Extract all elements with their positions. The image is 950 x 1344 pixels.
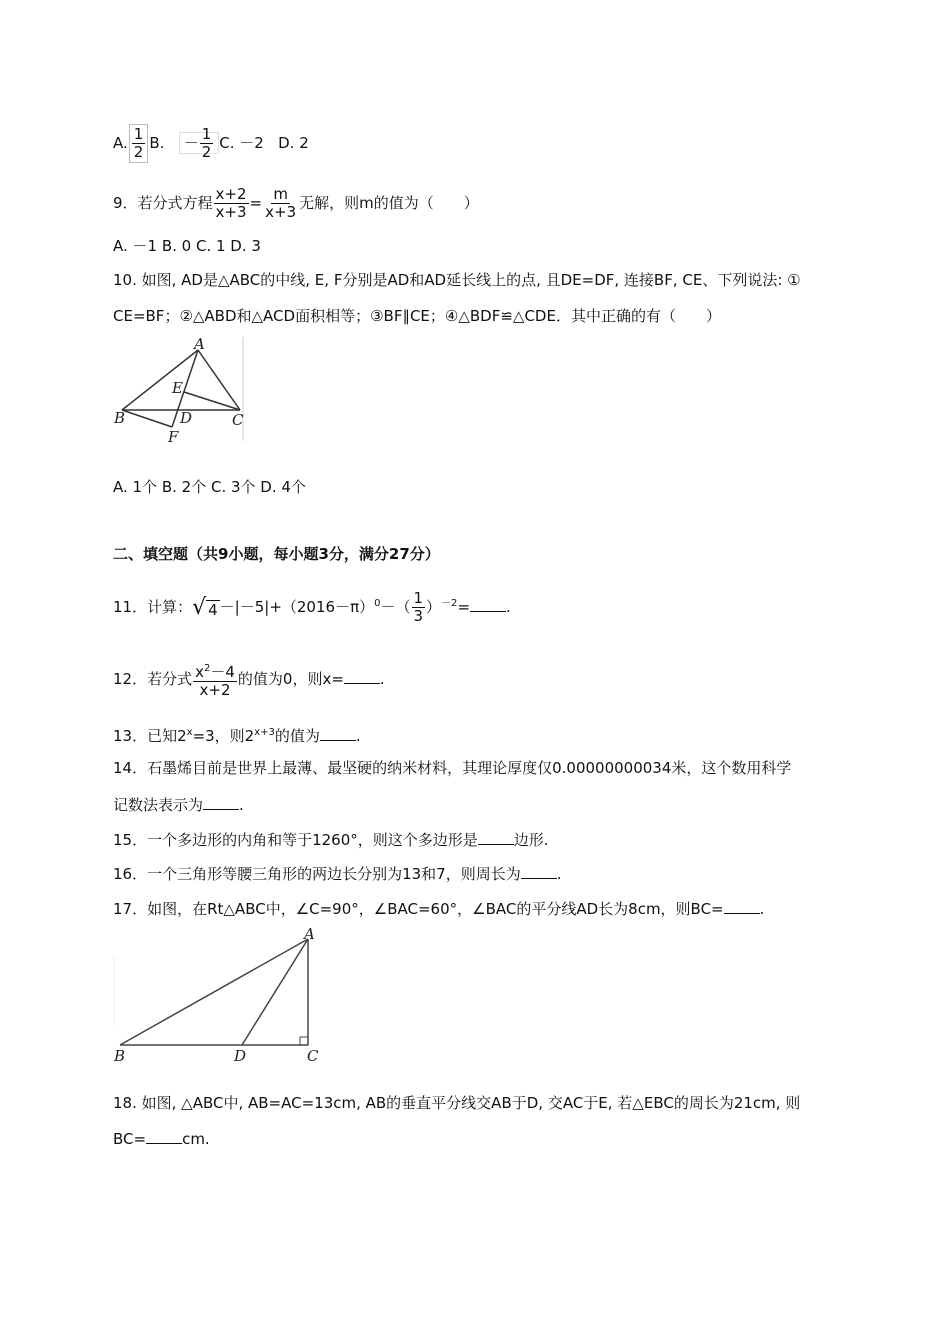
answer-blank bbox=[320, 726, 356, 741]
q10-label-f: F bbox=[168, 428, 179, 445]
q10-options: A. 1个 B. 2个 C. 3个 D. 4个 bbox=[113, 478, 306, 496]
q12-fraction: $\frac{x^2-4}{x+2}$ bbox=[193, 660, 237, 699]
q14-line2: 记数法表示为 . bbox=[113, 796, 244, 814]
answer-blank bbox=[478, 830, 514, 845]
q10-line2: CE=BF；②△ABD和△ACD面积相等；③BF∥CE；④△BDF≌△CDE．其中正确的有（ ） bbox=[113, 307, 721, 325]
q11-fraction: $\frac{1}{3}$ bbox=[413, 589, 424, 625]
q17-label-c: C bbox=[307, 1047, 319, 1065]
answer-blank bbox=[203, 795, 239, 810]
q8-b-fraction: $\frac{1}{2}$ bbox=[201, 125, 212, 161]
q10-label-c: C bbox=[232, 411, 244, 429]
q17-label-d: D bbox=[234, 1047, 247, 1065]
q14-line1: 14．石墨烯目前是世界上最薄、最坚硬的纳米材料，其理论厚度仅0.00000000034米，这个数用科学 bbox=[113, 759, 792, 777]
q11-question: 11．计算： √ 4 $-|-5|+(2016-\pi)^0-$（ $\frac{1}{3}$ ）$^{-2}$= . bbox=[113, 589, 511, 625]
q8-options: A. $\frac{1}{2}$ B. － $\frac{1}{2}$ C. －2 D. 2 bbox=[113, 125, 309, 161]
q9-question: 9．若分式方程 $\frac{x+2}{x+3}$ = $\frac{m}{x+3}$ 无解，则m的值为（ ） bbox=[113, 185, 479, 221]
q17-question: 17．如图，在Rt△ABC中，∠C=90°，∠BAC=60°，∠BAC的平分线AD长为8cm，则BC= . bbox=[113, 900, 765, 918]
answer-blank bbox=[344, 669, 380, 684]
q12-question: 12．若分式 $\frac{x^2-4}{x+2}$ 的值为0，则x= . bbox=[113, 660, 385, 699]
q10-label-a: A bbox=[194, 335, 205, 353]
q18-line1: 18. 如图, △ABC中, AB=AC=13cm, AB的垂直平分线交AB于D, 交AC于E, 若△EBC的周长为21cm, 则 bbox=[113, 1094, 801, 1112]
q10-figure bbox=[110, 335, 250, 445]
q10-label-e: E bbox=[172, 379, 183, 397]
answer-blank bbox=[470, 597, 506, 612]
section2-heading: 二、填空题（共9小题，每小题3分，满分27分） bbox=[113, 545, 440, 563]
q17-label-b: B bbox=[114, 1047, 126, 1065]
q10-label-d: D bbox=[180, 409, 193, 427]
sqrt-symbol: √ 4 bbox=[192, 594, 218, 620]
q9-fraction-left: $\frac{x+2}{x+3}$ bbox=[215, 185, 247, 221]
q10-line1: 10. 如图, AD是△ABC的中线, E, F分别是AD和AD延长线上的点, 且DE=DF, 连接BF, CE、下列说法: ① bbox=[113, 271, 801, 289]
q8-a-fraction: $\frac{1}{2}$ bbox=[129, 124, 149, 163]
q15-question: 15．一个多边形的内角和等于1260°，则这个多边形是 边形. bbox=[113, 831, 549, 849]
q9-fraction-right: $\frac{m}{x+3}$ bbox=[265, 185, 297, 221]
q9-options: A. －1 B. 0 C. 1 D. 3 bbox=[113, 237, 261, 255]
q13-question: 13．已知$2^x=3$，则$2^{x+3}$的值为 . bbox=[113, 727, 361, 745]
answer-blank bbox=[146, 1129, 182, 1144]
q10-label-b: B bbox=[114, 409, 126, 427]
answer-blank bbox=[521, 864, 557, 879]
answer-blank bbox=[724, 899, 760, 914]
q17-label-a: A bbox=[304, 925, 315, 943]
q17-figure bbox=[110, 925, 325, 1065]
q18-line2: BC= cm. bbox=[113, 1130, 210, 1148]
q16-question: 16．一个三角形等腰三角形的两边长分别为13和7，则周长为 . bbox=[113, 865, 562, 883]
q8-b-box: － $\frac{1}{2}$ bbox=[179, 132, 220, 154]
